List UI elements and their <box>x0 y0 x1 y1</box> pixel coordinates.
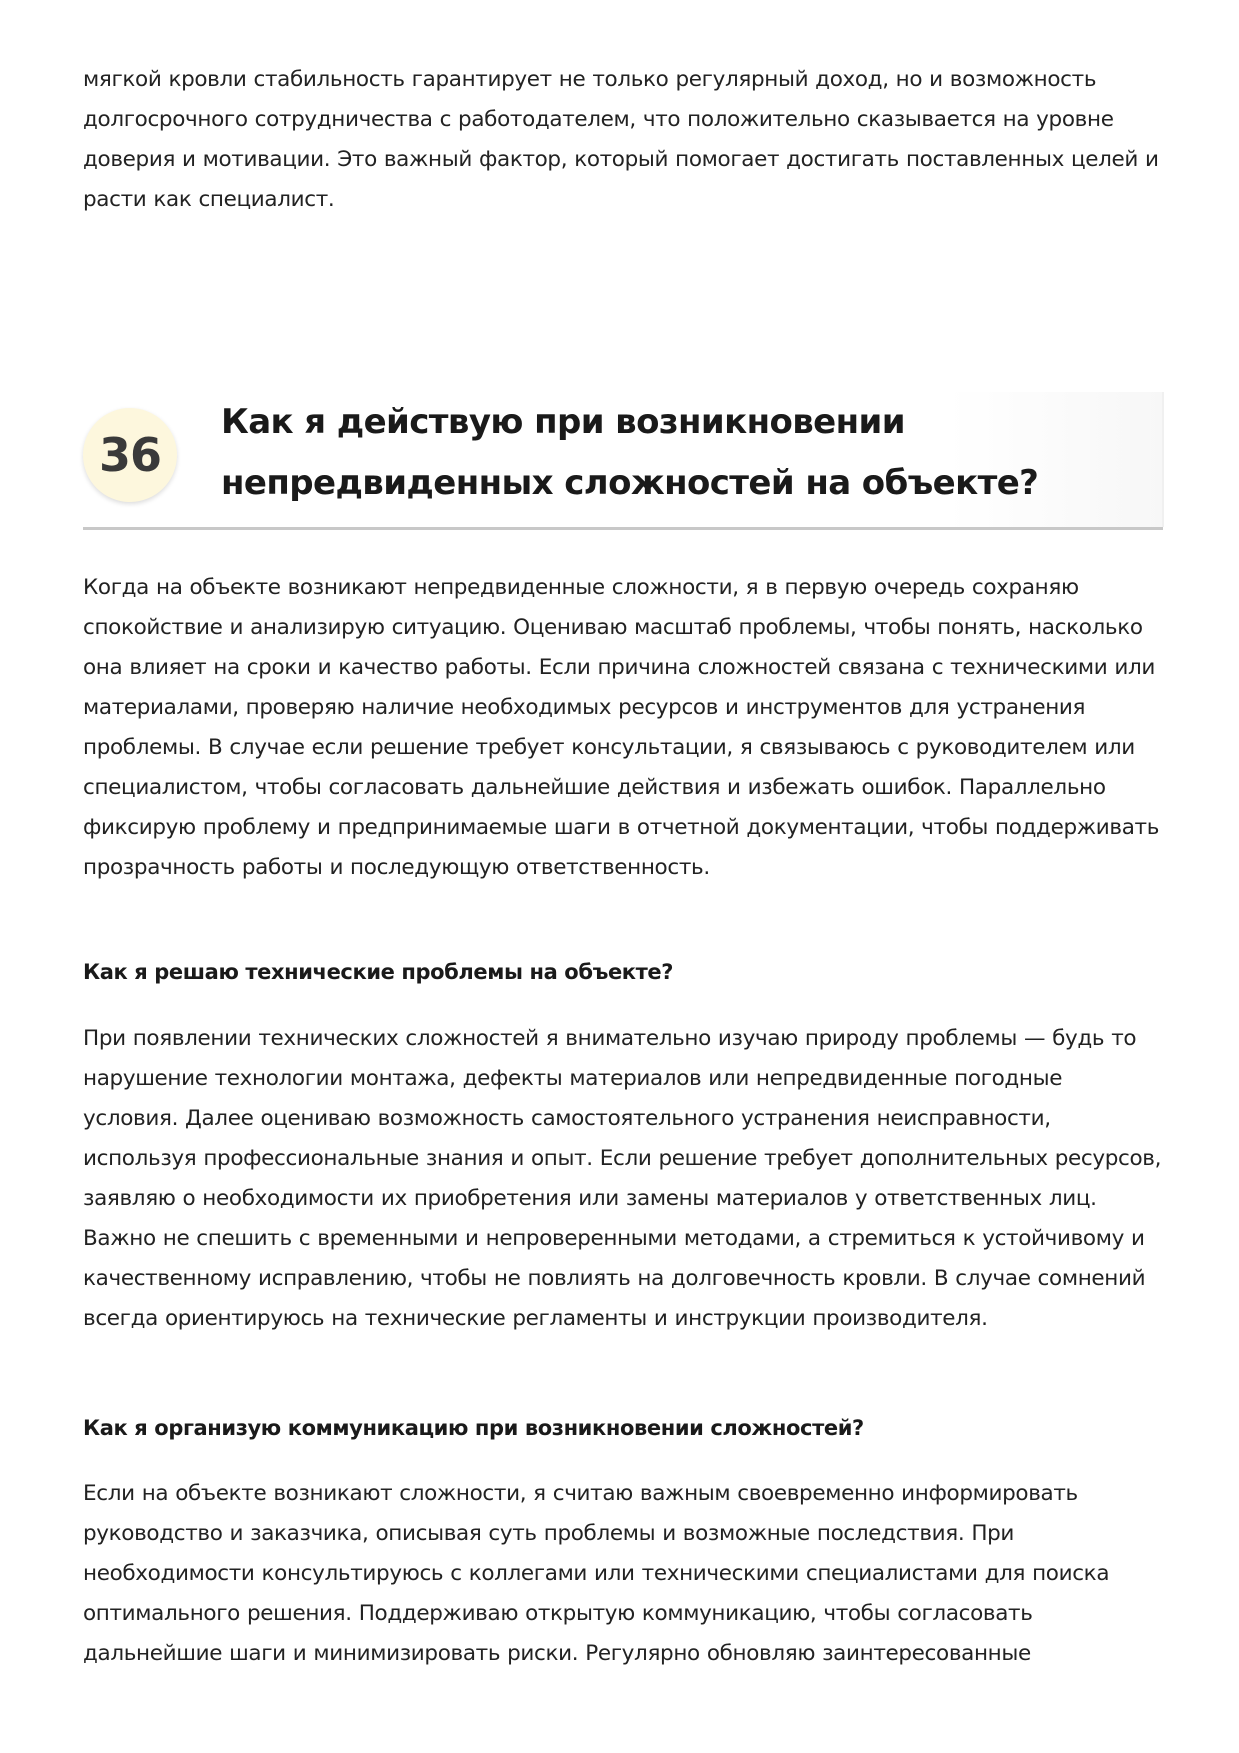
intro-paragraph: мягкой кровли стабильность гарантирует не только регулярный доход, но и возможность долгосрочного сотрудничества с работодателем, что положительно сказывается на уровне доверия и мотивации. Это важный фактор, который помогает достигать поставленных целей и расти как специалист. <box>83 67 1159 212</box>
subsection-paragraph-communication: Если на объекте возникают сложности, я считаю важным своевременно информировать руководство и заказчика, описывая суть проблемы и возможные последствия. При необходимости консультируюсь с коллегами или техническими специалистами для поиска оптимального решения. Поддерживаю открытую коммуникацию, чтобы согласовать дальнейшие шаги и минимизировать риски. Регулярно обновляю заинтересованные <box>83 1481 1110 1666</box>
section-header <box>83 392 1163 530</box>
subsection-paragraph-technical: При появлении технических сложностей я внимательно изучаю природу проблемы — будь то нарушение технологии монтажа, дефекты материалов или непредвиденные погодные условия. Далее оцениваю возможность самостоятельного устранения неисправности, используя профессиональные знания и опыт. Если решение требует дополнительных ресурсов, заявляю о необходимости их приобретения или замены материалов у ответственных лиц. Важно не спешить с временными и непроверенными методами, а стремиться к устойчивому и качественному исправлению, чтобы не повлиять на долговечность кровли. В случае сомнений всегда ориентируюсь на технические регламенты и инструкции производителя. <box>83 1026 1162 1331</box>
subsection-heading-technical: Как я решаю технические проблемы на объекте? <box>83 960 674 984</box>
section-paragraph: Когда на объекте возникают непредвиденные сложности, я в первую очередь сохраняю спокойствие и анализирую ситуацию. Оцениваю масштаб проблемы, чтобы понять, насколько она влияет на сроки и качество работы. Если причина сложностей связана с техническими или материалами, проверяю наличие необходимых ресурсов и инструментов для устранения проблемы. В случае если решение требует консультации, я связываюсь с руководителем или специалистом, чтобы согласовать дальнейшие действия и избежать ошибок. Параллельно фиксирую проблему и предпринимаемые шаги в отчетной документации, чтобы поддерживать прозрачность работы и последующую ответственность. <box>83 575 1160 880</box>
section-number-badge: 36 <box>83 408 177 502</box>
subsection-heading-communication: Как я организую коммуникацию при возникновении сложностей? <box>83 1416 864 1440</box>
section-title: Как я действую при возникновении непредвиденных сложностей на объекте? <box>221 402 1039 503</box>
